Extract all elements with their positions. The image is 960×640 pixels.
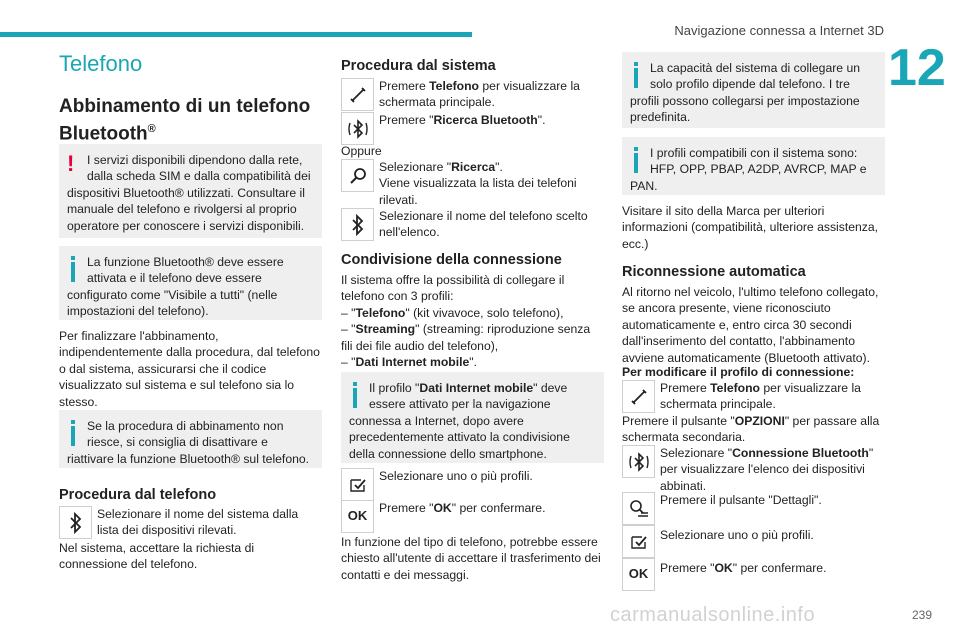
system-step-ricerca: Selezionare "Ricerca". Viene visualizzata la lista dei telefoni rilevati. (341, 159, 604, 208)
info-note-internet: Il profilo "Dati Internet mobile" deve essere attivato per la navigazione connessa a Internet, dopo avere precedentemente attivato la condivisione della connessione dello smartphone. (341, 372, 604, 463)
connection-sharing-title: Condivisione della connessione (341, 252, 562, 268)
modify-step-ok: OK Premere "OK" per confermare. (622, 558, 885, 576)
closing-paragraph: In funzione del tipo di telefono, potrebbe essere chiesto all'utente di accettare il trasferimento dei contatti e dei messaggi. (341, 535, 601, 582)
profiles-list: Il sistema offre la possibilità di collegare il telefono con 3 profili: – "Telefono" (kit vivavoce, solo telefono), – "Streaming" (streaming: riproduzione senza fili dei file audio del telefono), – "Dati Internet mobile". (341, 272, 604, 370)
modify-step-telefono: Premere Telefono per visualizzare la schermata principale. (622, 380, 885, 413)
oppure-label: Oppure (341, 144, 382, 158)
header-accent-bar (0, 32, 472, 37)
reconnection-title: Riconnessione automatica (622, 264, 806, 280)
section-title: Telefono (59, 51, 143, 76)
main-heading: Abbinamento di un telefono Bluetooth® (59, 96, 311, 145)
ok-button-icon: OK (622, 558, 655, 591)
info-note-bluetooth: La funzione Bluetooth® deve essere attivata e il telefono deve essere configurato come "Visibile a tutti" (nelle impostazioni del telefono). (59, 246, 322, 320)
profile-item: – "Telefono" (kit vivavoce, solo telefono), (341, 305, 564, 320)
info-icon (630, 60, 642, 90)
profile-item: – "Dati Internet mobile". (341, 355, 477, 370)
page-number: 239 (911, 608, 932, 622)
warning-icon: ! (67, 151, 75, 176)
info-note-compatible: I profili compatibili con il sistema sono: HFP, OPP, PBAP, A2DP, AVRCP, MAP e PAN. (622, 137, 885, 195)
info-icon (630, 145, 642, 175)
checkbox-icon (622, 525, 655, 558)
info-icon (349, 380, 361, 410)
modify-step-bt-connection: Selezionare "Connessione Bluetooth" per visualizzare l'elenco dei dispositivi abbinati. (622, 445, 885, 494)
phone-handset-icon (622, 380, 655, 413)
system-step-telefono: Premere Telefono per visualizzare la schermata principale. (341, 78, 604, 111)
section-header: Navigazione connessa a Internet 3D (674, 23, 884, 38)
info-icon (67, 418, 79, 448)
system-step-select-phone: Selezionare il nome del telefono scelto nell'elenco. (341, 208, 604, 241)
info-icon (67, 254, 79, 284)
brand-site-paragraph: Visitare il sito della Marca per ulteriori informazioni (compatibilità, ulteriore assistenza, ecc.) (622, 204, 879, 251)
info-note-single-profile: La capacità del sistema di collegare un solo profilo dipende dal telefono. I tre profili possono collegarsi per impostazione predefinita. (622, 52, 885, 128)
modify-step-options: Premere il pulsante "OPZIONI" per passare alla schermata secondaria. (622, 414, 880, 445)
bluetooth-connection-icon (622, 445, 655, 478)
system-step-select-profiles: Selezionare uno o più profili. (341, 468, 604, 484)
pairing-paragraph: Per finalizzare l'abbinamento, indipendentemente dalla procedura, dal telefono o dal sistema, assicurarsi che il codice visualizzato sul sistema e sul telefono sia lo stesso. (59, 329, 320, 409)
warning-note: ! I servizi disponibili dipendono dalla rete, dalla scheda SIM e dalla compatibilità dei dispositivi Bluetooth® utilizzati. Consultare il manuale del telefono e rivolgersi al proprio operatore per conoscere i servizi disponibili. (59, 144, 322, 238)
watermark: carmanualsonline.info (610, 604, 816, 626)
phone-handset-icon (341, 78, 374, 111)
modify-step-select-profiles: Selezionare uno o più profili. (622, 525, 885, 543)
info-note-retry: Se la procedura di abbinamento non riesce, si consiglia di disattivare e riattivare la funzione Bluetooth® sul telefono. (59, 410, 322, 468)
profile-item: – "Streaming" (streaming: riproduzione senza fili dei file audio del telefono), (341, 322, 591, 353)
system-step-ricerca-bt: Premere "Ricerca Bluetooth". (341, 112, 604, 128)
ok-button-icon: OK (341, 500, 374, 533)
phone-step-accept: Nel sistema, accettare la richiesta di connessione del telefono. (59, 541, 255, 572)
bluetooth-icon (341, 208, 374, 241)
bluetooth-search-icon (341, 112, 374, 145)
system-procedure-title: Procedura dal sistema (341, 58, 496, 74)
bluetooth-icon (59, 506, 92, 539)
modify-profile-title: Per modificare il profilo di connessione: (622, 365, 855, 379)
system-step-ok: OK Premere "OK" per confermare. (341, 500, 604, 516)
search-icon (341, 159, 374, 192)
modify-step-details: Premere il pulsante "Dettagli". (622, 492, 885, 508)
details-icon (622, 492, 655, 525)
checkbox-icon (341, 468, 374, 501)
reconnection-text: Al ritorno nel veicolo, l'ultimo telefono collegato, se ancora presente, viene riconosciuto automaticamente e, entro circa 30 secondi dall'inserimento del contatto, l'abbinamento avviene automaticamente (Bluetooth attivato). (622, 285, 879, 365)
chapter-number: 12 (888, 39, 946, 97)
phone-procedure-title: Procedura dal telefono (59, 487, 217, 503)
phone-step-select: Selezionare il nome del sistema dalla lista dei dispositivi rilevati. (59, 506, 322, 539)
